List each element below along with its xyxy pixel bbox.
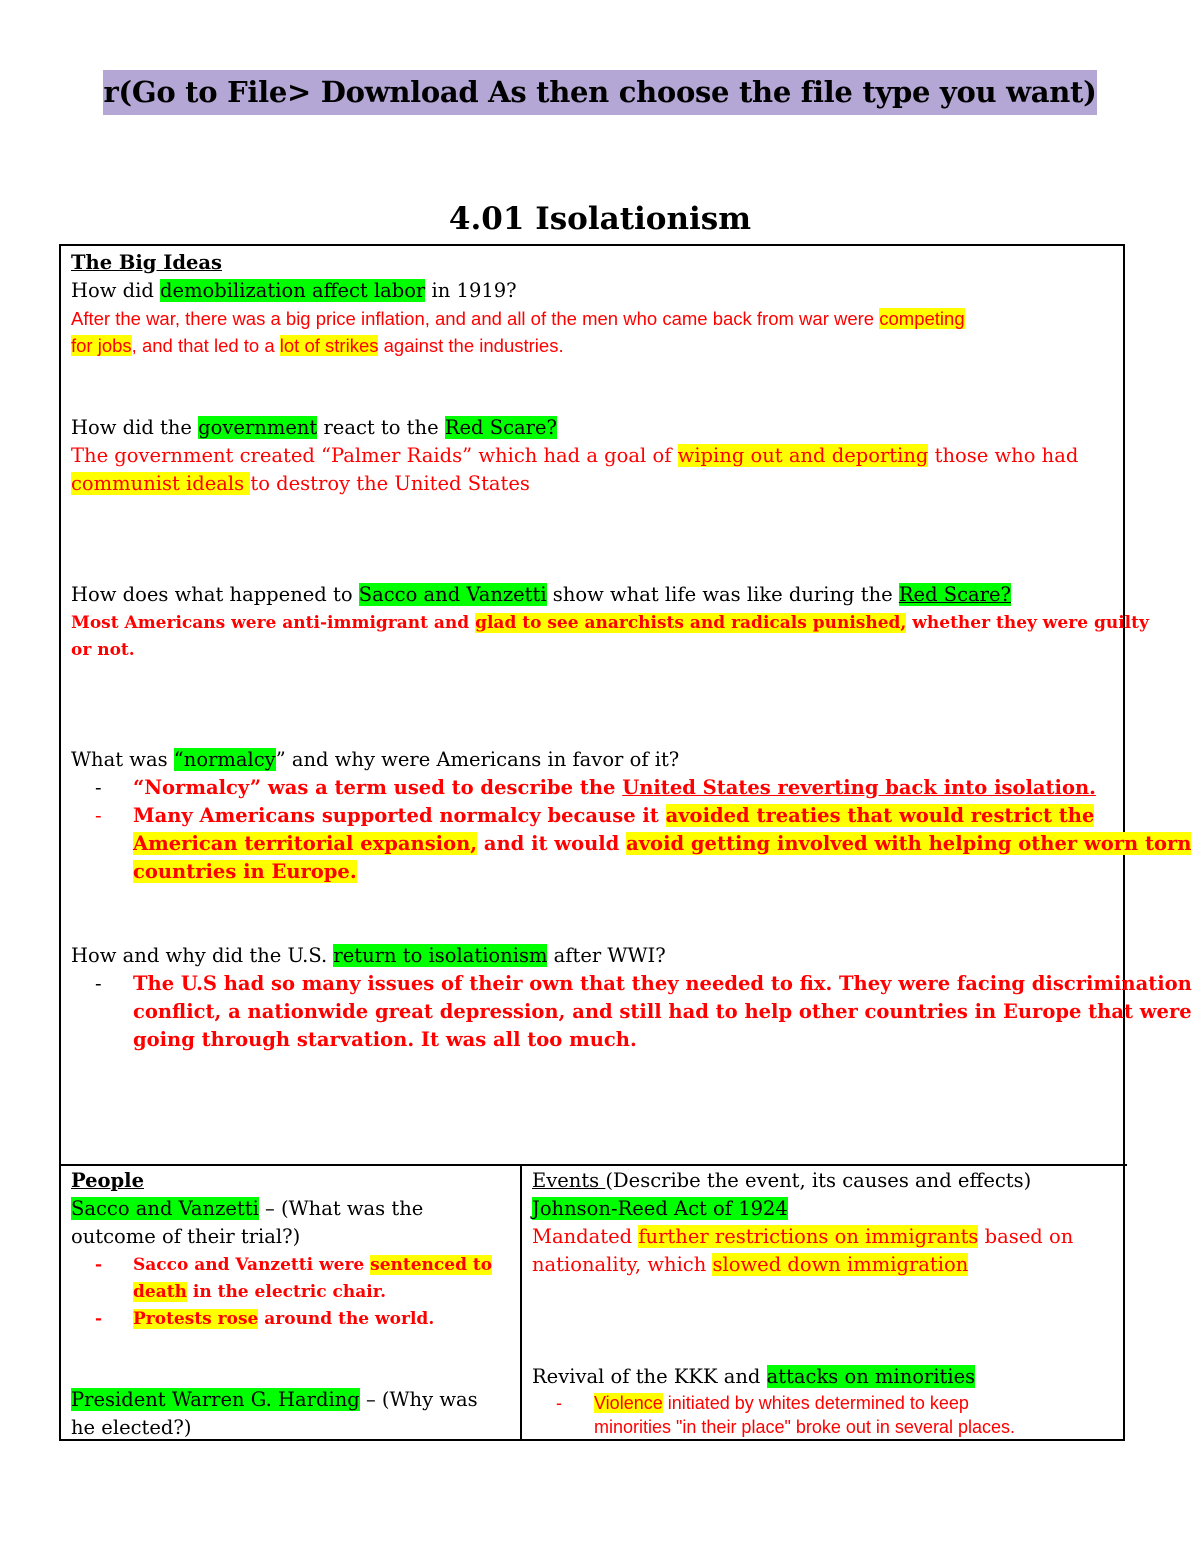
- answer-normalcy: [61, 774, 1192, 886]
- normalcy-bullet-2: - Many Americans supported normalcy because it avoided treaties that would restrict the American territorial expansion, and it would avoid getting involved with helping other worn torn countries in Europe.: [95, 804, 1192, 883]
- person-sacco-vanzetti: Sacco and Vanzetti – (What was the outcome of their trial?): [71, 1197, 424, 1248]
- isolationism-bullet: - The U.S had so many issues of their own that they needed to fix. They were facing discrimination conflict, a nationwide great depression, and still had to help other countries in Europe that were going through starvation. It was all too much.: [95, 972, 1192, 1051]
- worksheet-table: [59, 244, 1192, 1441]
- question-demobilization: How did demobilization affect labor in 1919?: [71, 279, 517, 302]
- download-instructions-banner: r(Go to File> Download As then choose the file type you want): [103, 70, 1097, 115]
- big-ideas-cell: [61, 246, 1192, 1166]
- question-sacco-vanzetti: How does what happened to Sacco and Vanzetti show what life was like during the Red Scare?: [71, 583, 1011, 606]
- sacco-vanzetti-bullet-1: - Sacco and Vanzetti were sentenced to death in the electric chair.: [95, 1255, 493, 1302]
- answer-isolationism: [61, 970, 1192, 1054]
- people-cell: [61, 1166, 522, 1441]
- events-heading: Events (Describe the event, its causes and effects): [532, 1169, 1032, 1192]
- normalcy-bullet-1: - “Normalcy” was a term used to describe the United States reverting back into isolation.: [95, 776, 1096, 799]
- answer-government-red-scare: The government created “Palmer Raids” which had a goal of wiping out and deporting those who had communist ideals to destroy the United States: [71, 444, 1079, 495]
- sacco-vanzetti-bullet-2: - Protests rose around the world.: [95, 1309, 435, 1329]
- kkk-bullet: - Violence initiated by whites determined to keep minorities "in their place" broke out in several places.: [556, 1393, 1015, 1437]
- event-johnson-reed-act: Johnson-Reed Act of 1924: [532, 1197, 788, 1220]
- answer-sacco-vanzetti: Most Americans were anti-immigrant and glad to see anarchists and radicals punished, whether they were guilty or not.: [71, 613, 1149, 660]
- question-isolationism: How and why did the U.S. return to isolationism after WWI?: [71, 944, 666, 967]
- johnson-reed-answer: Mandated further restrictions on immigrants based on nationality, which slowed down immigration: [532, 1225, 1074, 1276]
- page-title: 4.01 Isolationism: [448, 201, 752, 237]
- answer-demobilization: After the war, there was a big price inflation, and and all of the men who came back from war were competing for jobs, and that led to a lot of strikes against the industries.: [71, 308, 965, 356]
- kkk-answer: [522, 1391, 1015, 1439]
- events-cell: [522, 1166, 1125, 1441]
- sacco-vanzetti-answer: [61, 1252, 492, 1333]
- question-government-red-scare: How did the government react to the Red Scare?: [71, 416, 557, 439]
- people-heading: People: [71, 1169, 145, 1192]
- event-kkk-revival: Revival of the KKK and attacks on minorities: [532, 1365, 976, 1388]
- big-ideas-heading: The Big Ideas: [71, 251, 222, 274]
- question-normalcy: What was “normalcy” and why were Americans in favor of it?: [71, 748, 680, 771]
- person-warren-harding: President Warren G. Harding – (Why was he elected?): [71, 1388, 478, 1439]
